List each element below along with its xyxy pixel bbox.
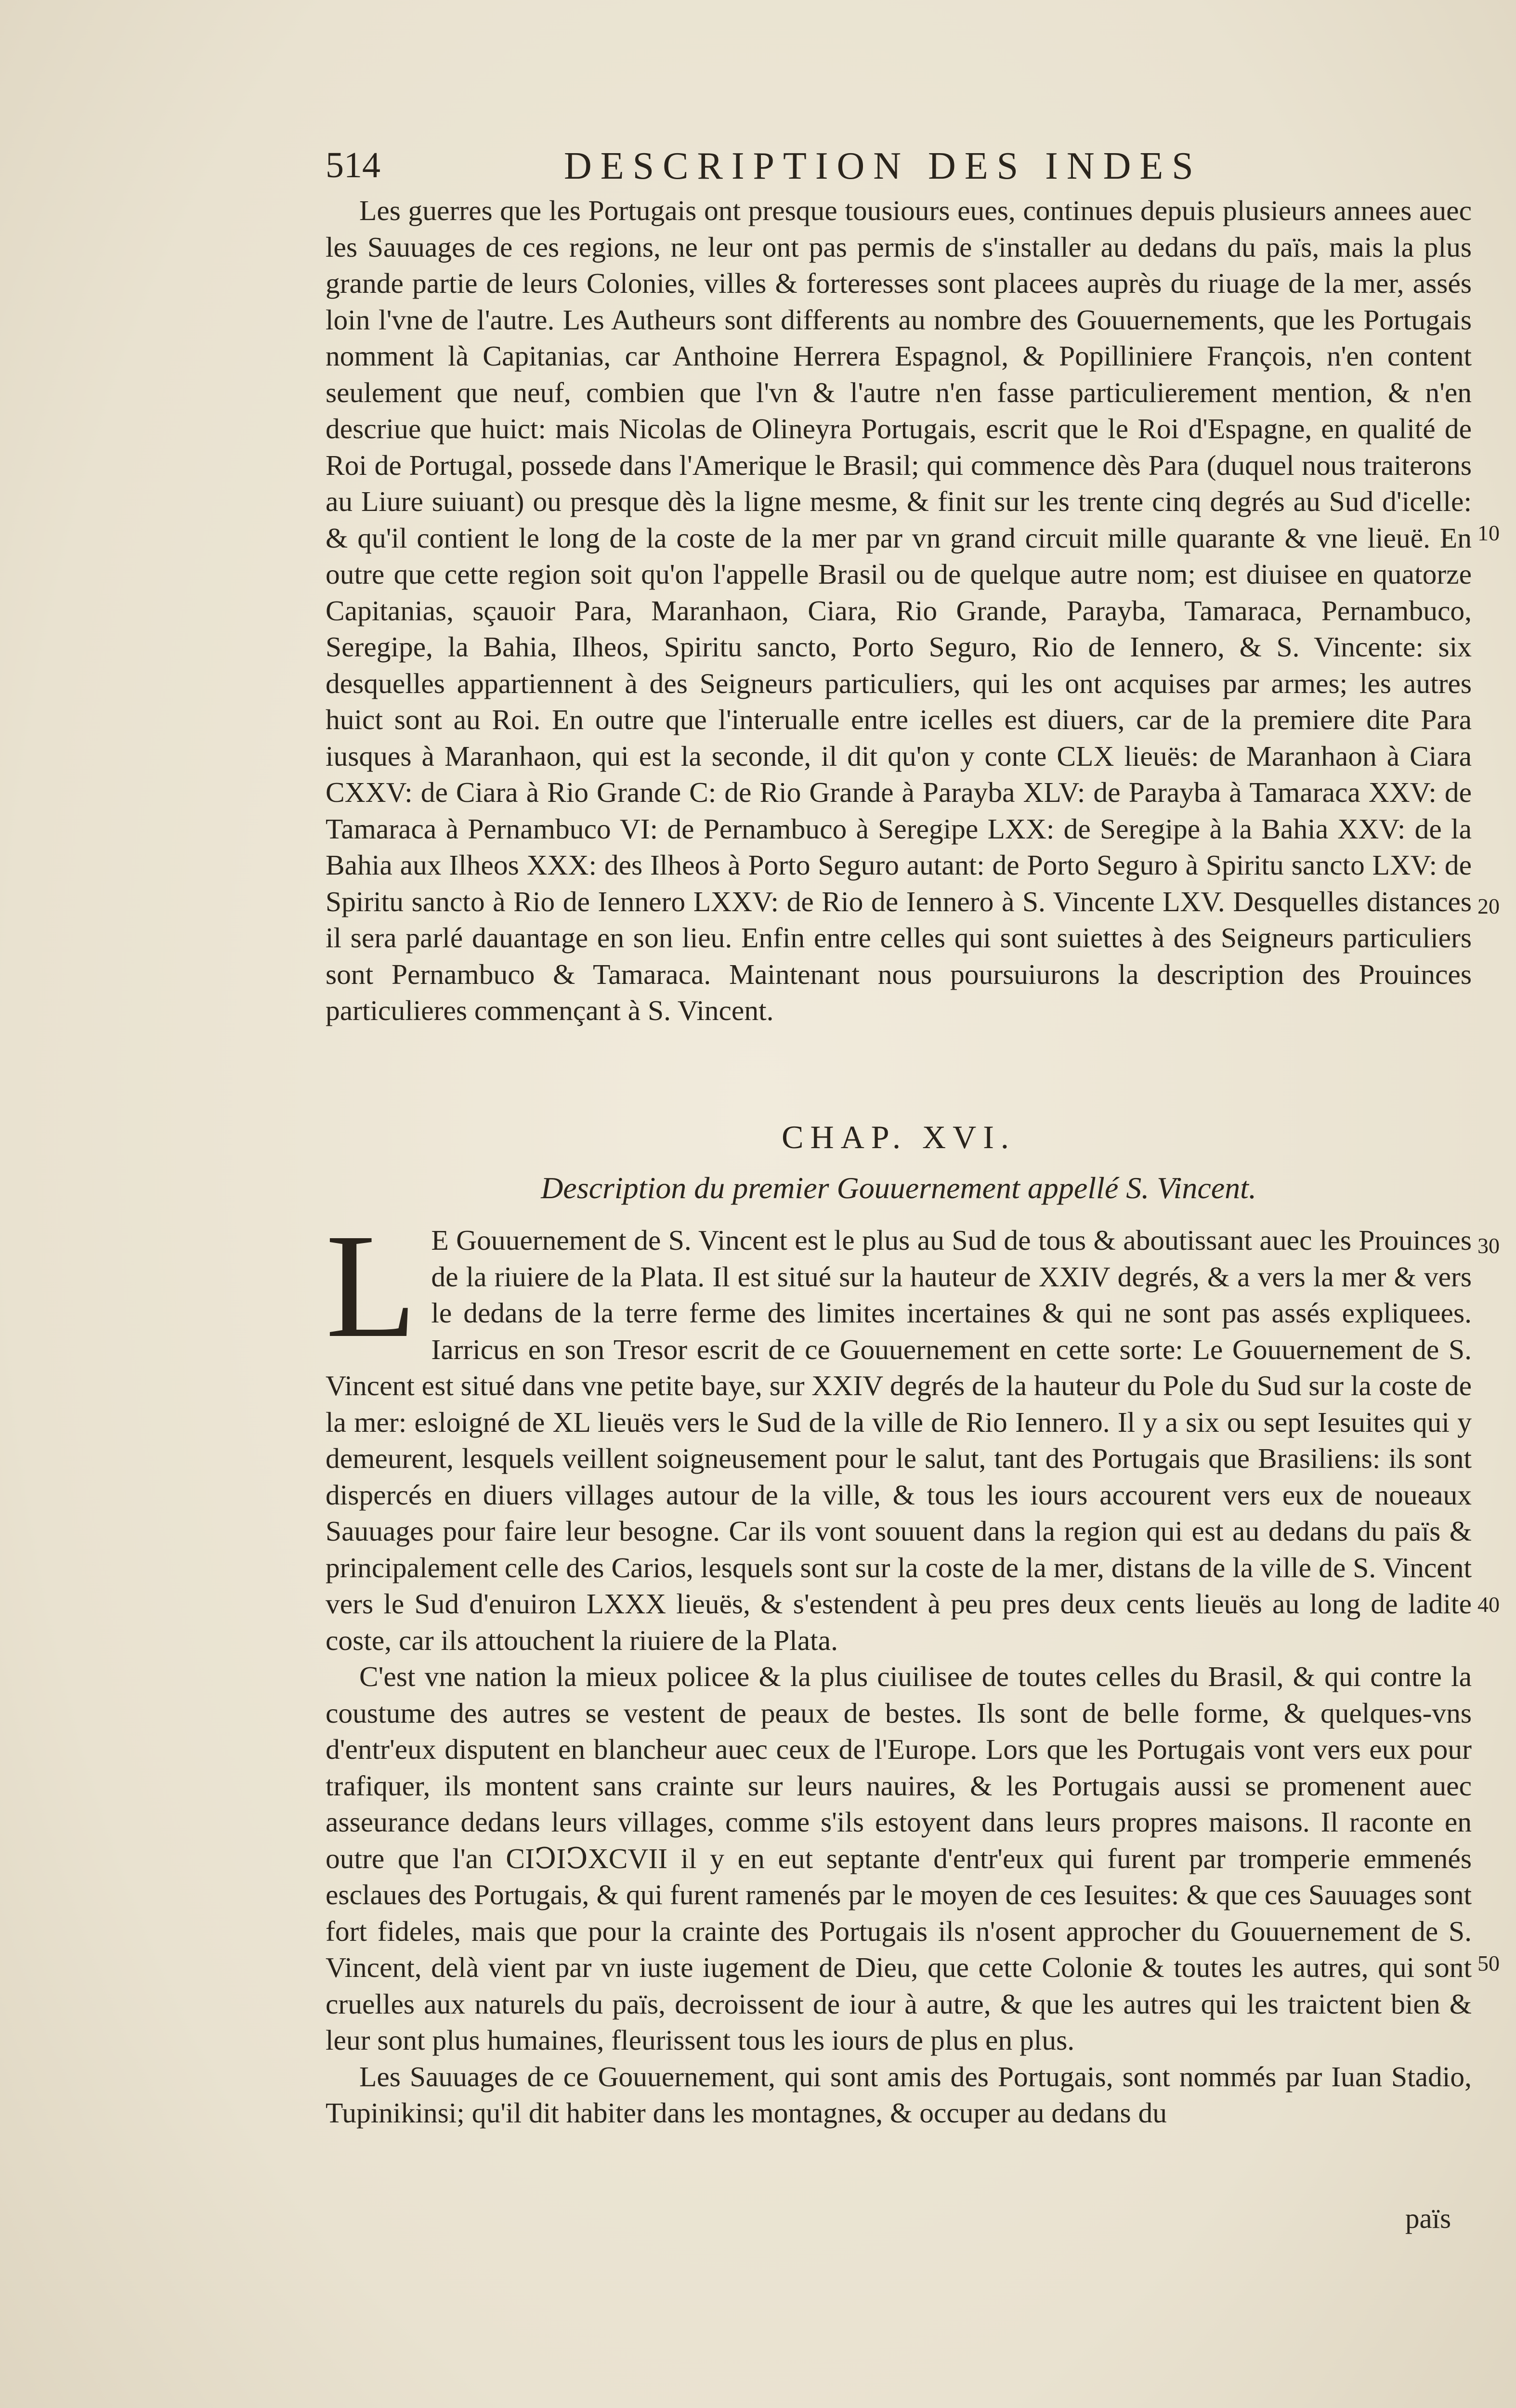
catchword: païs	[1405, 2202, 1451, 2234]
margin-line-number: 10	[1477, 521, 1500, 545]
chapter-paragraph-2: C'est vne nation la mieux policee & la plus ciuilisee de toutes celles du Brasil, & qui contre la coustume des autres se vestent de peaux de bestes. Ils sont de belle forme, & quelques-vns d'entr'eux disputent en blancheur auec ceux de l'Europe. Lors que les Portugais vont vers eux pour trafiquer, ils montent sans crainte sur leurs nauires, & les Portugais aussi se promenent auec asseurance dedans leurs villages, comme s'ils estoyent dans leurs propres maisons. Il raconte en outre que l'an CIↃIↃXCVII il y en eut septante d'entr'eux qui furent par tromperie emmenés esclaues des Portugais, & qui furent ramenés par le moyen de ces Iesuites: & que ces Sauuages sont fort fideles, mais que pour la crainte des Portugais ils n'osent approcher du Gouuernement de S. Vincent, delà vient par vn iuste iugement de Dieu, que cette Colonie & toutes les autres, qui sont cruelles aux naturels du païs, decroissent de iour à autre, & que les autres qui les traictent bien & leur sont plus humaines, fleurissent tous les iours de plus en plus.	[326, 1661, 1472, 2056]
chapter-paragraph-1	[326, 1204, 1472, 1659]
page-header	[326, 144, 1472, 197]
drop-cap: L	[326, 1204, 417, 1369]
chapter-title: CHAP. XVI.	[782, 1119, 1016, 1155]
chapter-paragraph-1-text: E Gouuernement de S. Vincent est le plus au Sud de tous & aboutissant auec les Prouinces de la riuiere de la Plata. Il est situé sur la hauteur de XXIV degrés, & a vers la mer & vers le dedans de la terre ferme des limites incertaines & qui ne sont pas assés expliquees. Iarricus en son Tresor escrit de ce Gouuernement en cette sorte: Le Gouuernement de S. Vincent est situé dans vne petite baye, sur XXIV degrés de la hauteur du Pole du Sud sur la coste de la mer: esloigné de XL lieuës vers le Sud de la ville de Rio Iennero. Il y a six ou sept Iesuites qui y demeurent, lesquels veillent soigneusement pour le salut, tant des Portugais que Brasiliens: ils sont dispercés en diuers villages autour de la ville, & tous les iours accourent vers eux de noueaux Sauuages pour faire leur besogne. Car ils vont souuent dans la region qui est au dedans du païs & principalement celle des Carios, lesquels sont sur la coste de la mer, distans de la ville de S. Vincent vers le Sud d'enuiron LXXX lieuës, & s'estendent à peu pres deux cents lieuës au long de ladite coste, car ils attouchent la riuiere de la Plata.	[326, 1224, 1472, 1656]
margin-line-number: 40	[1477, 1592, 1500, 1617]
margin-line-number: 50	[1477, 1951, 1500, 1976]
intro-text	[326, 193, 1472, 1029]
chapter-paragraph-3: Les Sauuages de ce Gouuernement, qui sont amis des Portugais, sont nommés par Iuan Stadio, Tupinikinsi; qu'il dit habiter dans les montagnes, & occuper au dedans du	[326, 2060, 1472, 2129]
running-title: DESCRIPTION DES INDES	[564, 145, 1202, 187]
margin-line-number: 20	[1477, 894, 1500, 918]
chapter-subtitle: Description du premier Gouuernement appellé S. Vincent.	[541, 1171, 1256, 1205]
chapter-text	[326, 1204, 1472, 2132]
intro-paragraph: Les guerres que les Portugais ont presque tousiours eues, continues depuis plusieurs annees auec les Sauuages de ces regions, ne leur ont pas permis de s'installer au dedans du païs, mais la plus grande partie de leurs Colonies, villes & forteresses sont placees auprès du riuage de la mer, assés loin l'vne de l'autre. Les Autheurs sont differents au nombre des Gouuernements, que les Portugais nomment là Capitanias, car Anthoine Herrera Espagnol, & Popilliniere François, n'en content seulement que neuf, combien que l'vn & l'autre n'en fasse particulierement mention, & n'en descriue que huict: mais Nicolas de Olineyra Portugais, escrit que le Roi d'Espagne, en qualité de Roi de Portugal, possede dans l'Amerique le Brasil; qui commence dès Para (duquel nous traiterons au Liure suiuant) ou presque dès la ligne mesme, & finit sur les trente cinq degrés au Sud d'icelle: & qu'il contient le long de la coste de la mer par vn grand circuit mille quarante & vne lieuë. En outre que cette region soit qu'on l'appelle Brasil ou de quelque autre nom; est diuisee en quatorze Capitanias, sçauoir Para, Maranhaon, Ciara, Rio Grande, Parayba, Tamaraca, Pernambuco, Seregipe, la Bahia, Ilheos, Spiritu sancto, Porto Seguro, Rio de Iennero, & S. Vincente: six desquelles appartiennent à des Seigneurs particuliers, qui les ont acquises par armes; les autres huict sont au Roi. En outre que l'interualle entre icelles est diuers, car de la premiere dite Para iusques à Maranhaon, qui est la seconde, il dit qu'on y conte CLX lieuës: de Maranhaon à Ciara CXXV: de Ciara à Rio Grande C: de Rio Grande à Parayba XLV: de Parayba à Tamaraca XXV: de Tamaraca à Pernambuco VI: de Pernambuco à Seregipe LXX: de Seregipe à la Bahia XXV: de la Bahia aux Ilheos XXX: des Ilheos à Porto Seguro autant: de Porto Seguro à Spiritu sancto LXV: de Spiritu sancto à Rio de Iennero LXXV: de Rio de Iennero à S. Vincente LXV. Desquelles distances il sera parlé dauantage en son lieu. Enfin entre celles qui sont suiettes à des Seigneurs particuliers sont Pernambuco & Tamaraca. Maintenant nous poursuiurons la description des Prouinces particulieres commençant à S. Vincent.	[326, 195, 1472, 1026]
margin-line-number: 30	[1477, 1233, 1500, 1258]
folio-number: 514	[326, 145, 380, 185]
